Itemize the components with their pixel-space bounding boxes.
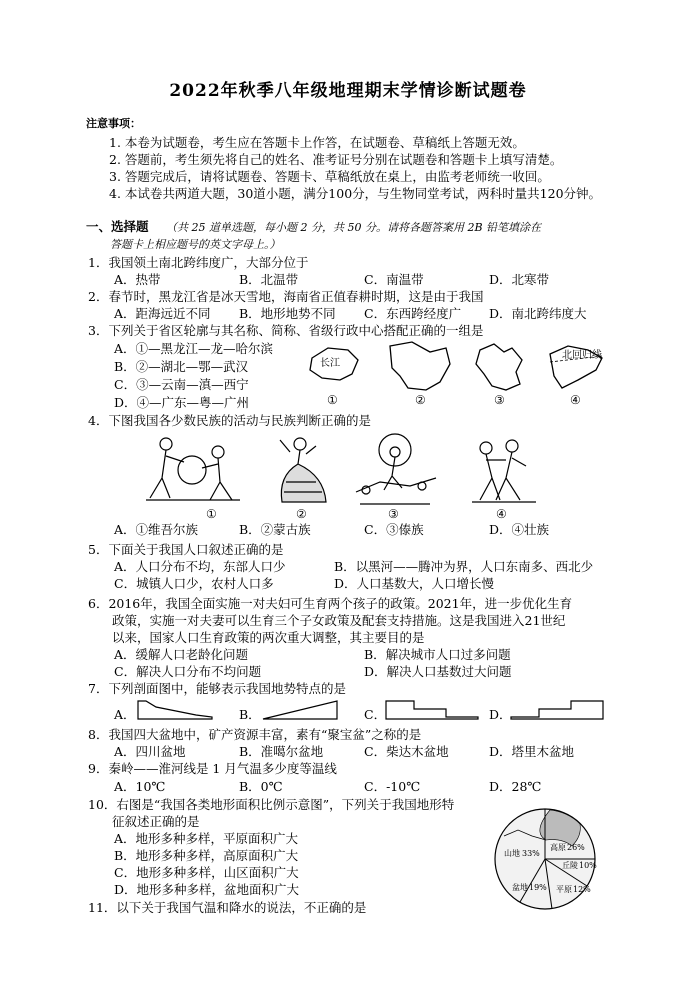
option-c[interactable]: C． <box>364 707 387 722</box>
pie-value: 19% <box>529 883 547 892</box>
profile-diagram-a <box>136 697 214 721</box>
figure-number: ① <box>327 393 338 407</box>
option-c[interactable]: C．南温带 <box>364 272 424 287</box>
question-stem: 5．下面关于我国人口叙述正确的是 <box>88 542 284 557</box>
map-label-tropic: 北回归线 <box>562 350 602 361</box>
option-d[interactable]: D．塔里木盆地 <box>489 744 575 759</box>
option-c[interactable]: C．东西跨经度广 <box>364 306 462 321</box>
pie-value: 12% <box>573 885 591 894</box>
option-d[interactable]: D．北寒带 <box>489 272 550 287</box>
question-stem: 以来，国家人口生育政策的两次重大调整，其主要目的是 <box>112 630 425 645</box>
figure-number: ④ <box>496 507 507 521</box>
option-a[interactable]: A．人口分布不均，东部人口少 <box>114 559 286 574</box>
option-c[interactable]: C．城镇人口少，农村人口多 <box>114 576 274 591</box>
option-a[interactable]: A．距海远近不同 <box>114 306 211 321</box>
option-c[interactable]: C．解决人口分布不均问题 <box>114 664 262 679</box>
option-a[interactable]: A．10℃ <box>114 779 166 794</box>
question-stem: 11．以下关于我国气温和降水的说法，不正确的是 <box>88 900 367 915</box>
question-stem: 征叙述正确的是 <box>112 814 200 829</box>
ethnic-illustration-3 <box>356 434 436 504</box>
option-b[interactable]: B．准噶尔盆地 <box>239 744 324 759</box>
question-stem: 10．右图是“我国各类地形面积比例示意图”，下列关于我国地形特 <box>88 797 455 812</box>
option-d[interactable]: D．④—广东—粤—广州 <box>114 395 250 410</box>
profile-diagram-b <box>261 697 339 721</box>
option-a[interactable]: A．缓解人口老龄化问题 <box>114 647 249 662</box>
section-heading: 一、选择题 <box>86 219 149 234</box>
option-c[interactable]: C．③傣族 <box>364 522 424 537</box>
option-b[interactable]: B．以黑河——腾冲为界，人口东南多、西北少 <box>334 559 594 574</box>
notice-item: 4. 本试卷共两道大题，30道小题，满分100分，与生物同堂考试，两科时量共120分钟。 <box>109 186 602 201</box>
pie-label: 盆地 <box>512 883 528 892</box>
figure-number: ④ <box>570 393 581 407</box>
landform-pie-figure <box>492 806 598 912</box>
province-outline-2 <box>390 342 450 390</box>
option-b[interactable]: B．地形地势不同 <box>239 306 336 321</box>
figure-number: ① <box>206 507 217 521</box>
pie-label: 高原 <box>550 843 566 852</box>
question-stem: 4．下图我国各少数民族的活动与民族判断正确的是 <box>88 413 371 428</box>
option-b[interactable]: B．0℃ <box>239 779 283 794</box>
province-outlines-figure <box>300 338 620 408</box>
pie-label: 平原 <box>556 885 572 894</box>
option-a[interactable]: A．①维吾尔族 <box>114 522 199 537</box>
question-stem: 1．我国领土南北跨纬度广，大部分位于 <box>88 255 309 270</box>
question-stem: 6．2016年，我国全面实施一对夫妇可生育两个孩子的政策。2021年，进一步优化生育 <box>88 596 573 611</box>
section-note: 答题卡上相应题号的英文字母上。） <box>110 238 281 251</box>
option-d[interactable]: D．④壮族 <box>489 522 550 537</box>
figure-number: ② <box>415 393 426 407</box>
profile-diagram-d <box>509 697 605 721</box>
pie-value: 33% <box>522 849 540 858</box>
question-stem: 政策，实施一对夫妻可以生育三个子女政策及配套支持措施。这是我国进入21世纪 <box>112 613 566 628</box>
option-a[interactable]: A．①—黑龙江—龙—哈尔滨 <box>114 341 274 356</box>
question-stem: 2．春节时，黑龙江省是冰天雪地，海南省正值春耕时期，这是由于我国 <box>88 289 484 304</box>
option-b[interactable]: B．解决城市人口过多问题 <box>364 647 511 662</box>
option-b[interactable]: B．②—湖北—鄂—武汉 <box>114 359 249 374</box>
option-a[interactable]: A．四川盆地 <box>114 744 186 759</box>
notice-item: 2. 答题前，考生须先将自己的姓名、准考证号分别在试题卷和答题卡上填写清楚。 <box>109 152 563 167</box>
exam-title: 2022年秋季八年级地理期末学情诊断试题卷 <box>169 81 527 101</box>
option-b[interactable]: B．北温带 <box>239 272 299 287</box>
option-c[interactable]: C．③—云南—滇—西宁 <box>114 377 249 392</box>
question-stem: 7．下列剖面图中，能够表示我国地势特点的是 <box>88 681 346 696</box>
option-d[interactable]: D．解决人口基数过大问题 <box>364 664 512 679</box>
question-stem: 9．秦岭——淮河线是 1 月气温多少度等温线 <box>88 761 337 776</box>
pie-value: 10% <box>579 861 597 870</box>
map-label-changjiang: 长江 <box>320 358 340 369</box>
notice-item: 1. 本卷为试题卷，考生应在答题卡上作答，在试题卷、草稿纸上答题无效。 <box>109 135 525 150</box>
figure-number: ③ <box>388 507 399 521</box>
notice-item: 3. 答题完成后，请将试题卷、答题卡、草稿纸放在桌上，由监考老师统一收回。 <box>109 169 550 184</box>
section-note: （共 25 道单选题，每小题 2 分，共 50 分。请将各题答案用 2B 铅笔填涂在 <box>166 221 542 234</box>
option-d[interactable]: D．地形多种多样，盆地面积广大 <box>114 882 300 897</box>
option-a[interactable]: A． <box>114 707 136 722</box>
ethnic-illustration-4 <box>472 440 536 502</box>
profile-diagram-c <box>384 697 480 721</box>
option-c[interactable]: C．-10℃ <box>364 779 421 794</box>
option-c[interactable]: C．地形多种多样，山区面积广大 <box>114 865 299 880</box>
option-a[interactable]: A．热带 <box>114 272 161 287</box>
figure-number: ② <box>296 507 307 521</box>
ethnic-illustration-1 <box>146 438 240 500</box>
question-stem: 3．下列关于省区轮廓与其名称、简称、省级行政中心搭配正确的一组是 <box>88 323 484 338</box>
option-d[interactable]: D． <box>489 707 512 722</box>
option-d[interactable]: D．南北跨纬度大 <box>489 306 587 321</box>
question-stem: 8．我国四大盆地中，矿产资源丰富，素有“聚宝盆”之称的是 <box>88 727 422 742</box>
pie-label: 丘陵 <box>562 861 578 870</box>
ethnic-activities-figure <box>140 430 550 522</box>
option-d[interactable]: D．28℃ <box>489 779 542 794</box>
pie-label: 山地 <box>504 849 520 858</box>
option-d[interactable]: D．人口基数大，人口增长慢 <box>334 576 495 591</box>
province-outline-3 <box>476 344 522 390</box>
pie-value: 26% <box>567 843 585 852</box>
ethnic-illustration-2 <box>280 438 326 502</box>
option-b[interactable]: B．②蒙古族 <box>239 522 311 537</box>
option-c[interactable]: C．柴达木盆地 <box>364 744 449 759</box>
option-b[interactable]: B． <box>239 707 261 722</box>
notice-heading: 注意事项： <box>86 117 141 130</box>
option-a[interactable]: A．地形多种多样，平原面积广大 <box>114 831 299 846</box>
figure-number: ③ <box>494 393 505 407</box>
option-b[interactable]: B．地形多种多样，高原面积广大 <box>114 848 299 863</box>
